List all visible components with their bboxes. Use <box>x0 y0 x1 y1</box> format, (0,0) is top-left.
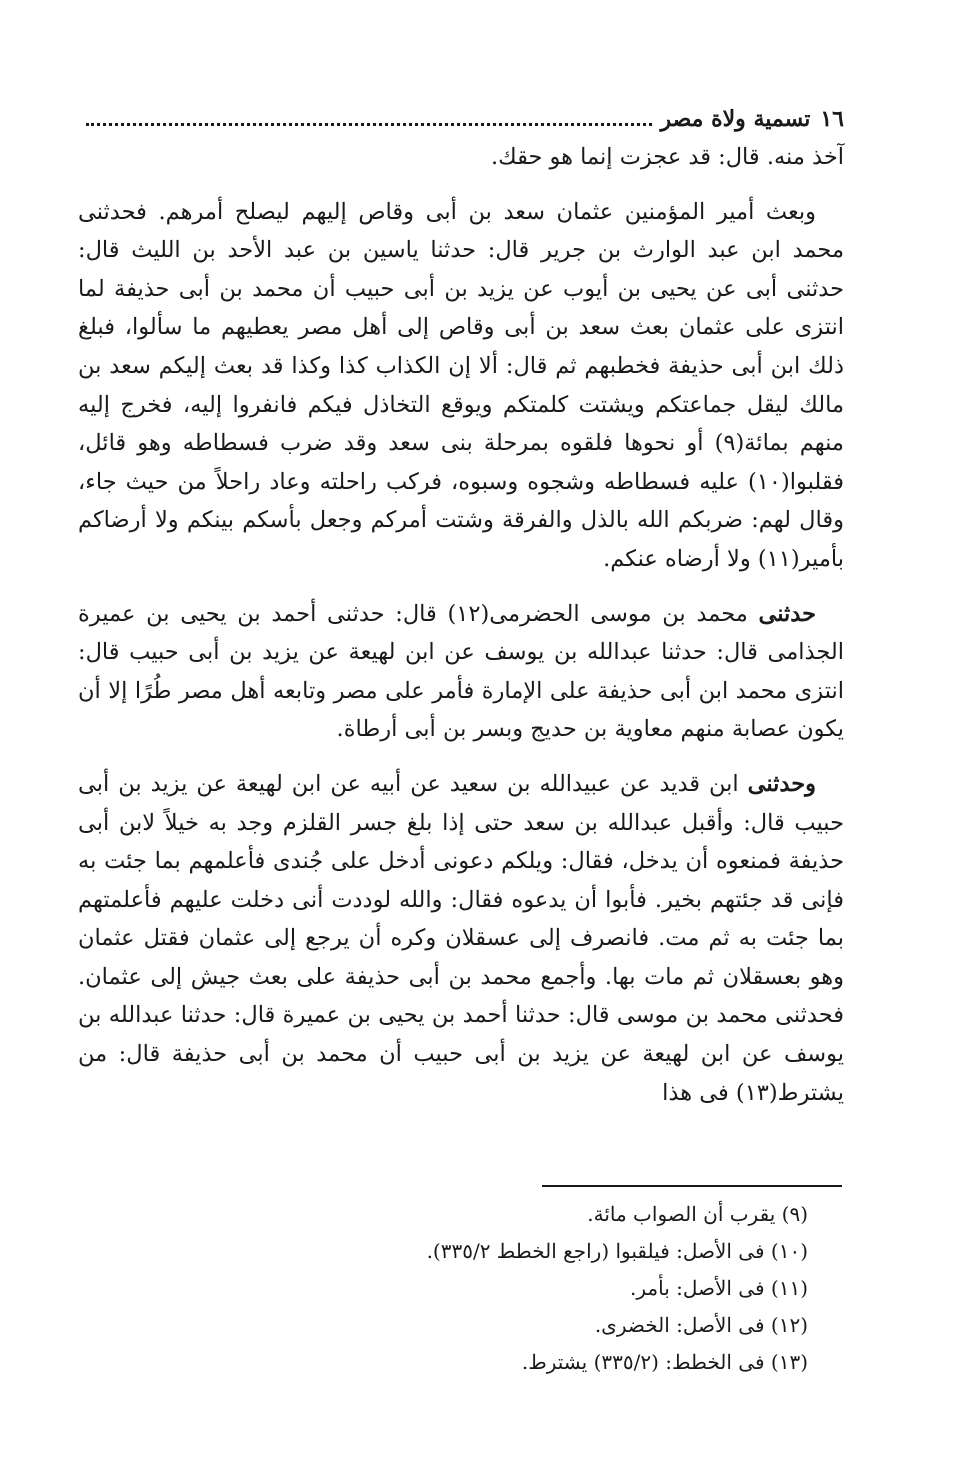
footnote-9: (٩) يقرب أن الصواب مائة. <box>587 1202 808 1226</box>
header-title: تسمية ولاة مصر <box>660 106 811 132</box>
paragraph-2 <box>78 193 844 579</box>
footnote-separator <box>542 1185 842 1187</box>
footnotes <box>78 1196 808 1381</box>
main-text <box>78 138 844 1128</box>
paragraph-text: محمد بن موسى الحضرمى(١٢) قال: حدثنى أحمد بن يحيى بن عميرة الجذامى قال: حدثنا عبدالله بن يوسف عن ابن لهيعة عن يزيد بن أبى حبيب قال: انتزى محمد ابن أبى حذيفة على الإمارة فأمر على مصر وتابعه أهل مصر طُرًا إلا أن يكون عصابة منهم معاوية بن حديج وبسر بن أبى أرطاة. <box>78 600 844 743</box>
paragraph-4 <box>78 765 844 1112</box>
footnote-13: (١٣) فى الخطط: (٣٣٥/٢) يشترط. <box>521 1350 808 1374</box>
paragraph-lead-word: وحدثنى <box>747 770 816 797</box>
header-dot-leader <box>86 123 652 126</box>
footnote-11: (١١) فى الأصل: بأمر. <box>630 1276 808 1300</box>
paragraph-text: آخذ منه. قال: قد عجزت إنما هو حقك. <box>490 144 844 170</box>
page-number: ١٦ <box>820 106 844 132</box>
paragraph-lead-word: حدثنى <box>758 600 816 627</box>
paragraph-text: ابن قديد عن عبيدالله بن سعيد عن أبيه عن ابن لهيعة عن يزيد بن أبى حبيب قال: وأقبل عبدالله بن سعد حتى إذا بلغ جسر القلزم وجد به خيلاً لابن أبى حذيفة فمنعوه أن يدخل، فقال: ويلكم دعونى أدخل على جُندى فأعلمهم بما جئت به فإنى قد جئتهم بخير. فأبوا أن يدعوه فقال: والله لوددت أنى دخلت عليهم فأعلمتهم بما جئت به ثم مت. فانصرف إلى عسقلان وكره أن يرجع إلى عثمان فقتل عثمان وهو بعسقلان ثم مات بها. وأجمع محمد بن أبى حذيفة على بعث جيش إلى عثمان. فحدثنى محمد بن موسى قال: حدثنا أحمد بن يحيى بن عميرة قال: حدثنا عبدالله بن يوسف عن ابن لهيعة عن يزيد بن أبى حبيب أن محمد بن أبى حذيفة قال: من يشترط(١٣) فى هذا <box>78 770 844 1106</box>
paragraph-1 <box>78 138 844 177</box>
paragraph-3 <box>78 595 844 749</box>
footnote-10: (١٠) فى الأصل: فيلقبوا (راجع الخطط ٣٣٥/٢). <box>426 1239 808 1263</box>
paragraph-text: وبعث أمير المؤمنين عثمان سعد بن أبى وقاص إليهم ليصلح أمرهم. فحدثنى محمد ابن عبد الوارث بن جرير قال: حدثنا ياسين بن عبد الأحد بن الليث قال: حدثنى أبى عن يحيى بن أيوب عن يزيد بن أبى حبيب أن محمد بن أبى حذيفة لما انتزى على عثمان بعث سعد بن أبى وقاص إلى أهل مصر يعطيهم ما سألوا، فبلغ ذلك ابن أبى حذيفة فخطبهم ثم قال: ألا إن الكذاب كذا وكذا قد بعث إليكم سعد بن مالك ليقل جماعتكم ويشتت كلمتكم ويوقع التخاذل فيكم فانفروا إليه، فخرج إليه منهم بمائة(٩) أو نحوها فلقوه بمرحلة بنى سعد وقد ضرب فسطاطه وهو قائل، فقلبوا(١٠) عليه فسطاطه وشجوه وسبوه، فركب راحلته وعاد راحلاً من حيث جاء، وقال لهم: ضربكم الله بالذل والفرقة وشتت أمركم وجعل بأسكم بينكم ولا أرضاكم بأمير(١١) ولا أرضاه عنكم. <box>78 198 845 572</box>
footnote-12: (١٢) فى الأصل: الخضرى. <box>594 1313 808 1337</box>
running-header <box>78 98 844 132</box>
